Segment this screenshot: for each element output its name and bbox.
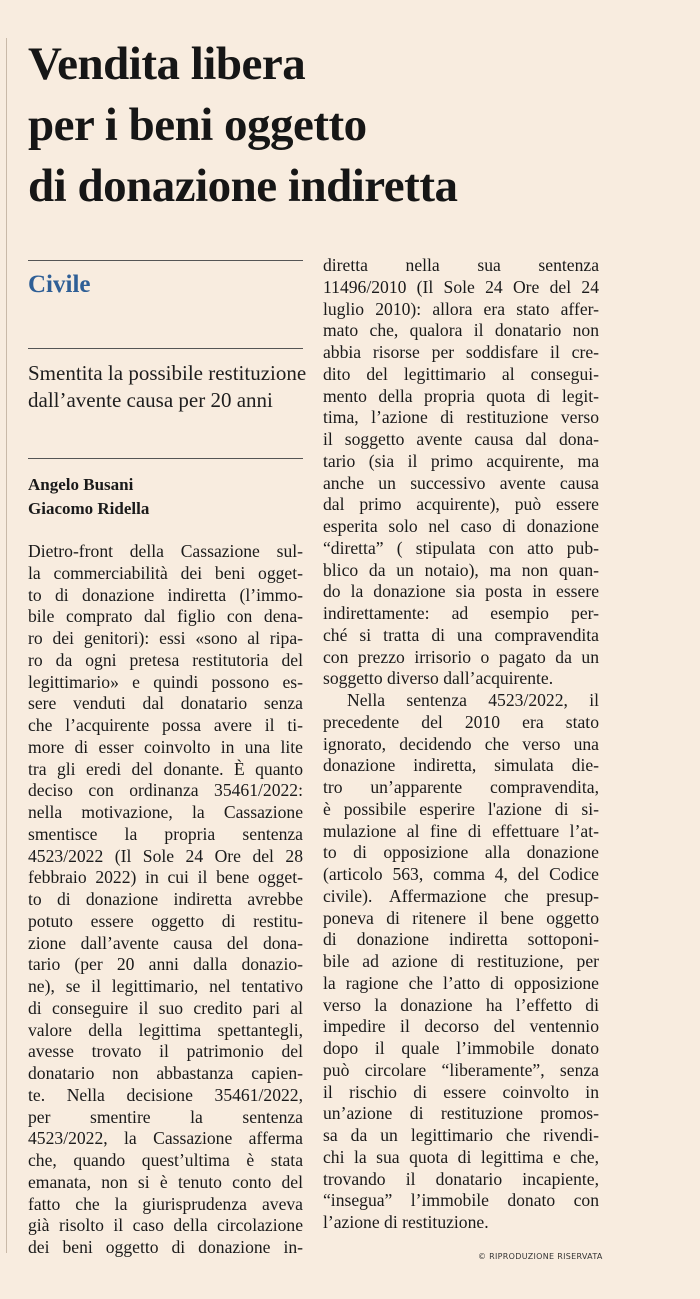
body-text-line: diretta nella sua sentenza (323, 255, 599, 275)
body-text-line: chi la sua quota di legittima e che, (323, 1146, 599, 1167)
body-text-line: che l’acquirente possa avere il ti- (28, 715, 303, 735)
body-text-line: trovando il donatario incapiente, (323, 1168, 599, 1189)
section-divider-top (28, 260, 303, 261)
body-text-line: è possibile esperire l'azione di si- (323, 798, 599, 819)
body-text-line: esperita solo nel caso di donazione (323, 516, 599, 536)
body-text-line: indirettamente: ad esempio per- (323, 603, 599, 623)
body-text-line: soggetto diverso dall’acquirente. (323, 668, 554, 689)
body-text-line: ché si tratta di una compravendita (323, 624, 599, 645)
body-text-line: con prezzo irrisorio o pagato da un (323, 646, 599, 667)
copyright-notice: © RIPRODUZIONE RISERVATA (478, 1252, 603, 1261)
body-text-line: di donazione indiretta sottoponi- (323, 929, 599, 950)
body-text-line: ro da ogni pretesa restitutoria del (28, 649, 303, 670)
body-text-line: tario (per 20 anni dalla donazio- (28, 954, 303, 975)
body-text-line: ignorato, decidendo che verso una (323, 733, 599, 754)
body-text-line: 4523/2022, la Cassazione afferma (28, 1128, 303, 1149)
body-text-line: tra gli eredi del donante. È quanto (28, 758, 303, 779)
body-text-line: febbraio 2022) in cui il bene ogget- (28, 867, 303, 888)
body-column-right (323, 255, 599, 1234)
body-text-line: precedente del 2010 era stato (323, 711, 599, 732)
body-column-left (28, 541, 303, 1259)
body-text-line: do la donazione sia posta in essere (323, 581, 599, 602)
author-name: Giacomo Ridella (28, 499, 150, 518)
body-text-line: fatto che la giurisprudenza aveva (28, 1193, 303, 1214)
body-text-line: civile). Affermazione che presup- (323, 885, 599, 906)
body-text-line: anche un successivo avente causa (323, 472, 599, 493)
body-text-line: mento della propria quota di legit- (323, 385, 599, 406)
body-text-line: to di donazione indiretta (l’immo- (28, 584, 303, 605)
body-text-line: te. Nella decisione 35461/2022, (28, 1084, 303, 1105)
body-text-line: bile ad azione di restituzione, per (323, 951, 599, 971)
body-text-line: di conseguire il suo credito pari al (28, 997, 303, 1018)
body-text-line: dito del legittimario al consegui- (323, 363, 599, 384)
headline-line: Vendita libera (28, 38, 306, 90)
body-text-line: tima, l’azione di restituzione verso (323, 407, 599, 428)
body-text-line: Dietro-front della Cassazione sul- (28, 541, 303, 561)
body-text-line: legittimario» e quindi possono es- (28, 671, 303, 692)
summary-divider (28, 458, 303, 459)
section-divider-bottom (28, 348, 303, 349)
body-text-line: luglio 2010): allora era stato affer- (323, 298, 599, 319)
body-text-line: tro un’apparente compravendita, (323, 777, 599, 797)
body-text-line: già risolto il caso della circolazione (28, 1215, 303, 1236)
body-text-line: ne), se il legittimario, nel tentativo (28, 976, 303, 996)
body-text-line: ro dei genitori): essi «sono al ripa- (28, 628, 303, 648)
body-text-line: Nella sentenza 4523/2022, il (347, 690, 599, 710)
left-border-rule (6, 38, 7, 1253)
body-text-line: abbia risorse per soddisfare il cre- (323, 342, 599, 362)
body-text-line: avesse trovato il patrimonio del (28, 1041, 303, 1062)
summary: Smentita la possibile restituzione dall’avente causa per 20 anni (28, 361, 307, 412)
section-label: Civile (28, 271, 91, 298)
body-text-line: che, quando quest’ultima è stata (28, 1150, 303, 1170)
body-text-line: dei beni oggetto di donazione in- (28, 1237, 303, 1257)
body-text-line: nella motivazione, la Cassazione (28, 802, 303, 822)
body-text-line: deciso con ordinanza 35461/2022: (28, 780, 303, 801)
author-name: Angelo Busani (28, 475, 134, 494)
body-text-line: per smentire la sentenza (28, 1106, 303, 1127)
byline (28, 473, 149, 521)
body-text-line: “diretta” ( stipulata con atto pub- (323, 537, 599, 558)
body-text-line: tario (sia il primo acquirente, ma (323, 450, 599, 471)
body-text-line: il soggetto avente causa dal dona- (323, 429, 599, 449)
body-text-line: dal primo acquirente), può essere (323, 494, 599, 515)
body-text-line: sa da un legittimario che rivendi- (323, 1125, 599, 1145)
body-text-line: l’azione di restituzione. (323, 1212, 489, 1232)
body-text-line: mato che, qualora il donatario non (323, 320, 599, 341)
body-text-line: dopo il quale l’immobile donato (323, 1038, 599, 1058)
body-text-line: donatario non abbastanza capien- (28, 1063, 303, 1083)
body-text-line: 4523/2022 (Il Sole 24 Ore del 28 (28, 845, 303, 866)
headline-line: per i beni oggetto (28, 99, 367, 151)
body-text-line: può circolare “liberamente”, senza (323, 1059, 599, 1080)
body-text-line: mulazione al fine di effettuare l’at- (323, 820, 599, 841)
body-text-line: to di opposizione alla donazione (323, 842, 599, 863)
body-text-line: la ragione che l’atto di opposizione (323, 972, 599, 993)
body-text-line: “insegua” l’immobile donato con (323, 1190, 599, 1211)
body-text-line: potuto essere oggetto di restitu- (28, 910, 303, 931)
body-text-line: smentisce la propria sentenza (28, 823, 303, 844)
body-text-line: blico da un notaio), ma non quan- (323, 559, 599, 580)
body-text-line: poneva di ritenere il bene oggetto (323, 907, 599, 928)
headline-line: di donazione indiretta (28, 160, 458, 212)
body-text-line: la commerciabilità dei beni ogget- (28, 562, 303, 583)
body-text-line: valore della legittima spettantegli, (28, 1019, 303, 1040)
body-text-line: sere venduti dal donatario senza (28, 693, 303, 714)
headline (28, 34, 678, 217)
body-text-line: un’azione di restituzione promos- (323, 1103, 599, 1124)
body-text-line: impedire il decorso del ventennio (323, 1016, 599, 1037)
body-text-line: emanata, non si è tenuto conto del (28, 1171, 303, 1192)
body-text-line: bile comprato dal figlio con dena- (28, 606, 303, 627)
body-text-line: to di donazione indiretta avrebbe (28, 889, 303, 909)
body-text-line: donazione indiretta, simulata die- (323, 755, 599, 776)
body-text-line: (articolo 563, comma 4, del Codice (323, 864, 599, 884)
body-text-line: more di esser coinvolto in una lite (28, 736, 303, 757)
body-text-line: il rischio di essere coinvolto in (323, 1081, 599, 1102)
body-text-line: 11496/2010 (Il Sole 24 Ore del 24 (323, 276, 599, 297)
body-text-line: zione dall’avente causa del dona- (28, 932, 303, 953)
body-text-line: verso la donazione ha l’effetto di (323, 994, 599, 1015)
